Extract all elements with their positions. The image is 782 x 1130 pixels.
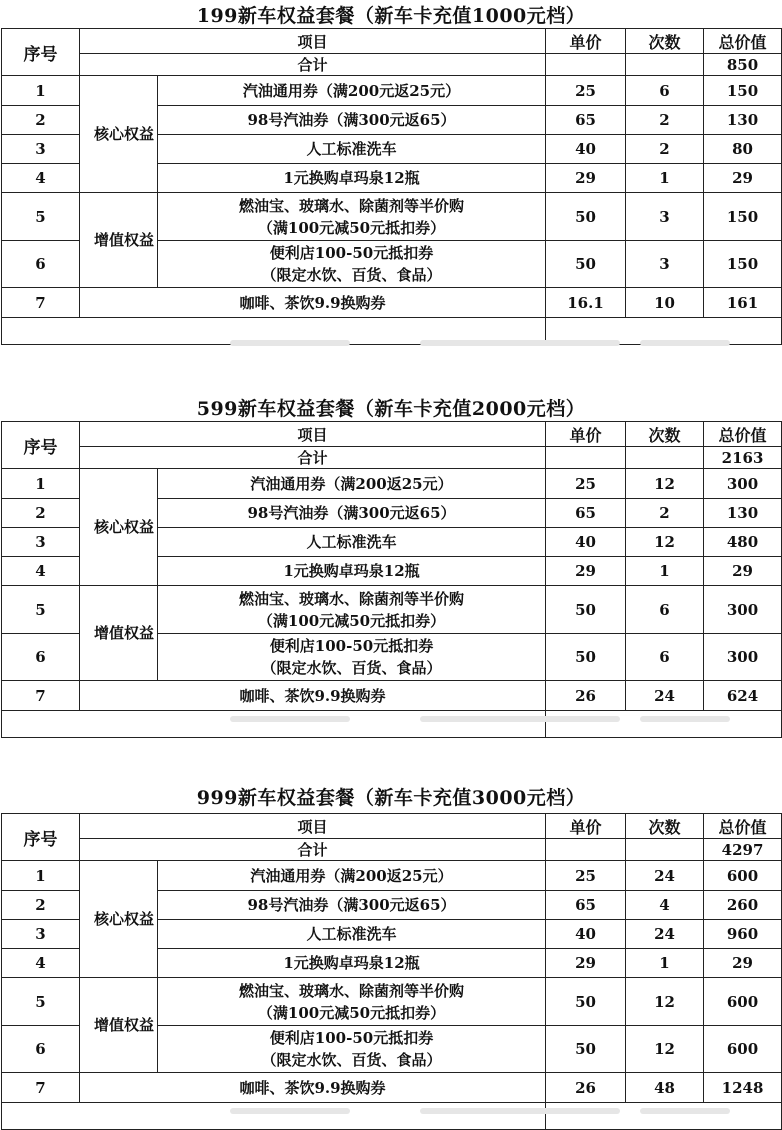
item-name [158,634,546,681]
unit-price: 65 [546,891,626,920]
count: 1 [626,164,704,193]
total-value: 260 [704,891,782,920]
table-row [2,586,782,634]
item-line-1: 燃油宝、玻璃水、除菌剂等半价购 [239,981,465,1000]
blank-left [2,1103,546,1130]
scan-smudge [420,1108,620,1114]
header-row [2,422,782,447]
row-number: 6 [2,1026,80,1073]
item-line-1: 便利店100-50元抵扣券 [269,244,434,262]
package-title: 199新车权益套餐（新车卡充值1000元档） [196,5,586,27]
row-number: 2 [2,106,80,135]
row-number: 7 [2,1073,80,1103]
total-value: 29 [704,557,782,586]
package-table [1,813,782,1130]
table-row [2,978,782,1026]
unit-price: 50 [546,634,626,681]
category-core [80,861,158,978]
scan-smudge [230,716,350,722]
unit-price: 50 [546,978,626,1026]
total-value: 150 [704,241,782,288]
item-line-1: 燃油宝、玻璃水、除菌剂等半价购 [239,589,465,608]
header-no: 序号 [2,422,80,469]
item-line-1: 燃油宝、玻璃水、除菌剂等半价购 [239,196,465,215]
unit-price: 25 [546,469,626,499]
category-label: 增值权益 [94,231,155,249]
count: 4 [626,891,704,920]
row-number: 6 [2,241,80,288]
row-number: 3 [2,135,80,164]
category-core [80,469,158,586]
header-price: 单价 [546,29,626,54]
category-value-added [80,978,158,1073]
total-value: 600 [704,861,782,891]
total-value: 29 [704,949,782,978]
total-value: 130 [704,106,782,135]
item-line-2: （满100元减50元抵扣券） [257,1003,446,1022]
sum-total: 4297 [704,839,782,861]
item-name [158,528,546,557]
item-line-1: 1元换购卓玛泉12瓶 [283,562,420,580]
item-name [158,193,546,241]
sum-total: 850 [704,54,782,76]
item-name [158,978,546,1026]
unit-price: 29 [546,164,626,193]
scan-smudge [420,716,620,722]
row-number: 3 [2,528,80,557]
count: 3 [626,241,704,288]
total-value: 300 [704,586,782,634]
item-line-1: 98号汽油券（满300元返65） [247,504,456,522]
sum-count-empty [626,54,704,76]
item-name: 咖啡、茶饮9.9换购券 [80,288,546,318]
count: 6 [626,634,704,681]
scan-smudge [230,1108,350,1114]
unit-price: 26 [546,1073,626,1103]
category-value-added [80,586,158,681]
item-name [158,76,546,106]
item-name [158,106,546,135]
package-table [1,421,782,738]
item-name [158,164,546,193]
total-value: 80 [704,135,782,164]
unit-price: 40 [546,528,626,557]
item-name [158,557,546,586]
item-line-1: 汽油通用券（满200返25元） [250,866,453,885]
scan-smudge [640,716,730,722]
header-row [2,29,782,54]
sum-row [2,447,782,469]
count: 2 [626,499,704,528]
unit-price: 40 [546,920,626,949]
header-count: 次数 [626,29,704,54]
package-title: 599新车权益套餐（新车卡充值2000元档） [196,398,586,420]
count: 1 [626,557,704,586]
item-name [158,949,546,978]
total-value: 161 [704,288,782,318]
row-number: 5 [2,586,80,634]
header-total: 总价值 [704,422,782,447]
row-number: 1 [2,861,80,891]
total-value: 624 [704,681,782,711]
table-row [2,288,782,318]
item-line-1: 1元换购卓玛泉12瓶 [283,169,420,187]
count: 10 [626,288,704,318]
total-value: 300 [704,634,782,681]
count: 6 [626,586,704,634]
total-value: 29 [704,164,782,193]
sum-label: 合计 [80,447,546,469]
row-number: 4 [2,949,80,978]
count: 1 [626,949,704,978]
total-value: 600 [704,978,782,1026]
unit-price: 65 [546,499,626,528]
sum-label: 合计 [80,839,546,861]
sum-price-empty [546,447,626,469]
scan-smudge [640,340,730,346]
unit-price: 26 [546,681,626,711]
item-line-1: 便利店100-50元抵扣券 [269,637,434,655]
table-row [2,193,782,241]
header-no: 序号 [2,814,80,861]
table-row [2,469,782,499]
item-line-1: 人工标准洗车 [306,925,397,943]
category-label: 增值权益 [94,1016,155,1034]
count: 24 [626,861,704,891]
item-line-2: （满100元减50元抵扣券） [257,218,446,237]
item-name [158,499,546,528]
sum-row [2,839,782,861]
count: 12 [626,528,704,557]
item-name [158,469,546,499]
total-value: 960 [704,920,782,949]
header-total: 总价值 [704,29,782,54]
category-label: 核心权益 [94,518,155,536]
scan-smudge [640,1108,730,1114]
row-number: 5 [2,193,80,241]
item-line-1: 1元换购卓玛泉12瓶 [283,954,420,972]
blank-right [546,1103,782,1130]
item-name [158,891,546,920]
row-number: 5 [2,978,80,1026]
count: 3 [626,193,704,241]
unit-price: 50 [546,241,626,288]
sum-row [2,54,782,76]
header-count: 次数 [626,814,704,839]
item-name [158,861,546,891]
row-number: 1 [2,469,80,499]
sum-price-empty [546,54,626,76]
item-name: 咖啡、茶饮9.9换购券 [80,1073,546,1103]
unit-price: 25 [546,861,626,891]
item-name: 咖啡、茶饮9.9换购券 [80,681,546,711]
sum-count-empty [626,447,704,469]
unit-price: 29 [546,557,626,586]
count: 2 [626,106,704,135]
item-line-1: 汽油通用券（满200返25元） [250,474,453,493]
unit-price: 16.1 [546,288,626,318]
item-line-2: （满100元减50元抵扣券） [257,611,446,630]
total-value: 1248 [704,1073,782,1103]
package-table [1,28,782,345]
header-item: 项目 [80,29,546,54]
package-title: 999新车权益套餐（新车卡充值3000元档） [196,787,586,809]
unit-price: 25 [546,76,626,106]
header-price: 单价 [546,814,626,839]
item-line-1: 98号汽油券（满300元返65） [247,896,456,914]
row-number: 4 [2,164,80,193]
row-number: 1 [2,76,80,106]
sum-label: 合计 [80,54,546,76]
category-core [80,76,158,193]
table-row [2,861,782,891]
item-name [158,1026,546,1073]
unit-price: 50 [546,586,626,634]
header-row [2,814,782,839]
row-number: 7 [2,288,80,318]
count: 24 [626,920,704,949]
row-number: 6 [2,634,80,681]
row-number: 7 [2,681,80,711]
header-item: 项目 [80,422,546,447]
sum-count-empty [626,839,704,861]
item-line-1: 人工标准洗车 [306,533,397,551]
count: 12 [626,469,704,499]
item-line-2: （限定水饮、百货、食品） [261,659,442,677]
total-value: 600 [704,1026,782,1073]
sum-total: 2163 [704,447,782,469]
count: 2 [626,135,704,164]
unit-price: 50 [546,193,626,241]
category-label: 核心权益 [94,125,155,143]
item-line-2: （限定水饮、百货、食品） [261,266,442,284]
blank-row [2,711,782,738]
header-no: 序号 [2,29,80,76]
table-row [2,1073,782,1103]
scan-smudge [230,340,350,346]
table-row [2,76,782,106]
unit-price: 65 [546,106,626,135]
row-number: 2 [2,499,80,528]
item-name [158,135,546,164]
table-row [2,681,782,711]
blank-left [2,711,546,738]
unit-price: 50 [546,1026,626,1073]
row-number: 2 [2,891,80,920]
item-name [158,241,546,288]
total-value: 150 [704,193,782,241]
count: 12 [626,978,704,1026]
total-value: 480 [704,528,782,557]
sum-price-empty [546,839,626,861]
item-line-2: （限定水饮、百货、食品） [261,1051,442,1069]
header-item: 项目 [80,814,546,839]
blank-row [2,1103,782,1130]
row-number: 3 [2,920,80,949]
category-label: 核心权益 [94,910,155,928]
blank-right [546,711,782,738]
item-line-1: 汽油通用券（满200元返25元） [242,81,461,100]
item-line-1: 人工标准洗车 [306,140,397,158]
total-value: 130 [704,499,782,528]
total-value: 300 [704,469,782,499]
item-name [158,920,546,949]
row-number: 4 [2,557,80,586]
unit-price: 40 [546,135,626,164]
item-line-1: 98号汽油券（满300元返65） [247,111,456,129]
item-line-1: 便利店100-50元抵扣券 [269,1029,434,1047]
header-total: 总价值 [704,814,782,839]
total-value: 150 [704,76,782,106]
category-value-added [80,193,158,288]
count: 24 [626,681,704,711]
category-label: 增值权益 [94,624,155,642]
unit-price: 29 [546,949,626,978]
scan-smudge [420,340,620,346]
header-count: 次数 [626,422,704,447]
header-price: 单价 [546,422,626,447]
count: 48 [626,1073,704,1103]
count: 12 [626,1026,704,1073]
count: 6 [626,76,704,106]
item-name [158,586,546,634]
